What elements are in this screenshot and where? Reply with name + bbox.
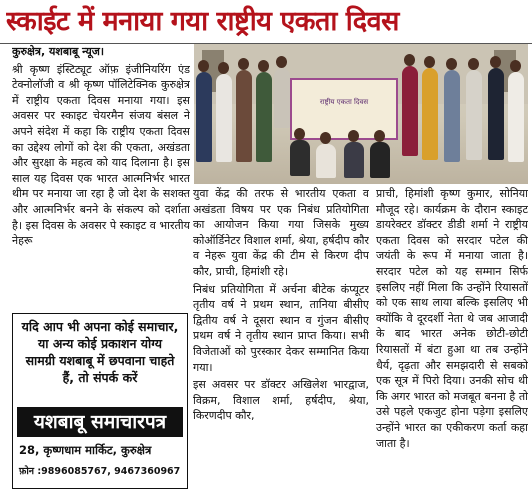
photo-person-head <box>374 130 385 142</box>
photo-person-head <box>294 128 305 140</box>
photo-person <box>196 72 212 162</box>
ad-line: यदि आप भी अपना कोई समाचार, <box>21 319 179 334</box>
photo-person-head <box>238 58 249 70</box>
headline: स्काईट में मनाया गया राष्ट्रीय एकता दिवस <box>6 6 399 37</box>
photo-person <box>444 70 460 162</box>
ad-title: यशबाबू समाचारपत्र <box>17 407 183 437</box>
photo-person <box>488 68 504 160</box>
advertisement-box <box>12 313 188 489</box>
photo-person <box>466 70 482 160</box>
photo-person <box>274 68 290 128</box>
col1-paragraph: श्री कृष्ण इंस्टिट्यूट ऑफ़ इंजीनियरिंग एंड टेक्नोलॉजी व श्री कृष्ण पॉलिटेक्निक कुरुक्षेत्र में राष्ट्रीय एकता दिवस मनाया गया। इस अवसर पर स्काइट चेयरमैन संजय बंसल ने अपने संदेश में कहा कि राष्ट्रीय एकता दिवस का उद्देश्य लोगों को देश की एकता, अखंडता और सुरक्षा के महत्व को याद दिलाना है। इस साल यह दिवस एक भारत आत्मनिर्भर भारत थीम पर मनाया जा रहा है जो देश के सशक्त और आत्मनिर्भर बनने के संकल्प को दर्शाता है। इस दिवस के अवसर पे स्काइट व भारतीय नेहरू <box>12 62 190 248</box>
ad-message <box>17 318 183 386</box>
photo-person <box>256 72 272 162</box>
photo-person <box>290 140 310 176</box>
photo-person <box>508 72 524 162</box>
photo-person-head <box>404 54 415 66</box>
photo-person <box>236 70 252 162</box>
col2-paragraph: निबंध प्रतियोगिता में अर्चना बीटेक कंप्यूटर तृतीय वर्ष ने प्रथम स्थान, तानिया बीसीए द्वितीय वर्ष ने दूसरा स्थान व गुंजन बीसीए प्रथम वर्ष ने तृतीय स्थान प्राप्त किया। सभी विजेताओं को पुरस्कार देकर सम्मानित किया गया। <box>193 282 369 374</box>
article-column-3 <box>376 186 528 492</box>
photo-person-head <box>198 60 209 72</box>
photo-person <box>316 144 336 178</box>
event-photo <box>194 44 528 184</box>
ad-line: या अन्य कोई प्रकाशन योग्य <box>38 336 162 351</box>
ad-address: 28, कृष्णधाम मार्किट, कुरुक्षेत्र <box>19 443 152 457</box>
ad-phone: फ़ोन :9896085767, 9467360967 <box>19 466 181 477</box>
ad-line: सामग्री यशबाबू में छपवाना चाहते <box>25 353 175 368</box>
photo-person <box>402 66 418 156</box>
photo-person-head <box>446 58 457 70</box>
photo-person-head <box>320 132 331 144</box>
photo-banner-text: राष्ट्रीय एकता दिवस <box>319 98 369 106</box>
article-column-2 <box>193 186 369 492</box>
col3-paragraph: प्राची, हिमांशी कृष्ण कुमार, सोनिया मौजूद रहे। कार्यक्रम के दौरान स्काइट डायरेक्टर डॉक्टर डीडी शर्मा ने राष्ट्रीय एकता दिवस को सरदार पटेल की जयंती के रूप में मनाया जाता है। सरदार पटेल को यह सम्मान सिर्फ इसलिए नहीं मिला कि उन्होंने रियासतों को एक साथ लाया बल्कि इसलिए भी क्योंकि वे दूरदर्शी नेता थे जब आजादी के बाद भारत अनेक छोटी-छोटी रियासतों में बंटा हुआ था तब उन्होंने धैर्य, दृढ़ता और समझदारी से सबको एक सूत्र में पिरो दिया। उनकी सोच थी कि अगर भारत को मजबूत बनना है तो उसे पहले एकजुट होना पड़ेगा इसलिए उन्होंने भारत का एकीकरण कर्ता कहा जाता है। <box>376 187 528 450</box>
photo-person-head <box>348 130 359 142</box>
photo-person-head <box>276 56 287 68</box>
photo-person-head <box>468 58 479 70</box>
ad-line: हैं, तो संपर्क करें <box>62 370 138 385</box>
col2-paragraph: युवा केंद्र की तरफ से भारतीय एकता व अखंडता विषय पर एक निबंध प्रतियोगिता का आयोजन किया गया जिसके मुख्य कोऑर्डिनेटर विशाल शर्मा, श्रेया, हर्षदीप कौर व नेहरू युवा केंद्र की टीम से किरण दीप कौर, प्राची, हिमांशी रहे। <box>193 187 369 278</box>
article-column-1 <box>12 44 190 282</box>
photo-person <box>422 68 438 160</box>
photo-person-head <box>490 56 501 68</box>
photo-person <box>344 142 364 178</box>
photo-person <box>216 74 232 162</box>
photo-person-head <box>218 62 229 74</box>
photo-person-head <box>510 60 521 72</box>
photo-person-head <box>258 60 269 72</box>
photo-person <box>370 142 390 178</box>
col2-paragraph: इस अवसर पर डॉक्टर अखिलेश भारद्वाज, विक्रम, विशाल शर्मा, हर्षदीप, श्रेया, किरणदीप कौर, <box>193 378 369 423</box>
dateline: कुरुक्षेत्र, यशबाबू न्यूज। <box>12 45 105 58</box>
photo-person-head <box>424 56 435 68</box>
